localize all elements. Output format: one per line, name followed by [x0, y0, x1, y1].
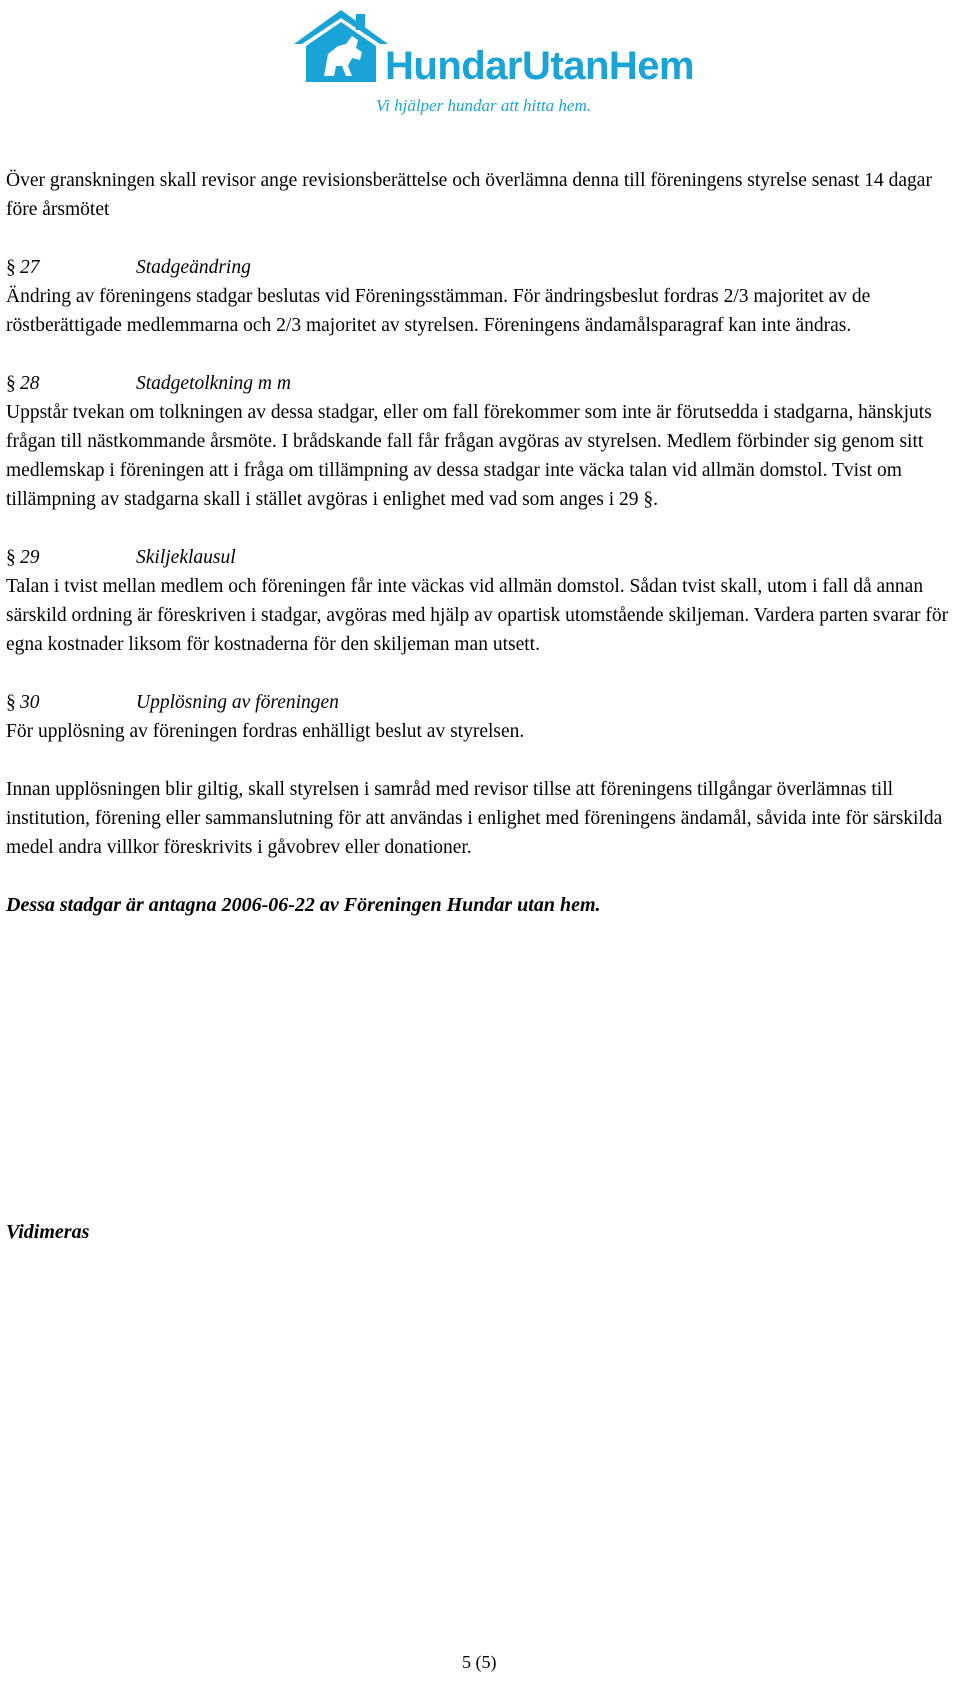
vidimeras-label: Vidimeras	[6, 1221, 90, 1243]
section-body-30-continued: Innan upplösningen blir giltig, skall styrelsen i samråd med revisor tillse att föreningens tillgångar överlämnas till institution, förening eller sammanslutning för att användas i enlighet med föreningens ändamål, såvida inte för särskilda medel andra villkor föreskrivits i gåvobrev eller donationer.	[6, 779, 943, 858]
section-heading-28	[6, 369, 956, 398]
page-number: 5 (5)	[462, 1652, 497, 1672]
document-body	[6, 166, 956, 920]
house-dog-icon	[286, 6, 396, 86]
logo	[310, 6, 695, 118]
section-mark: §	[6, 547, 16, 568]
section-body-30: För upplösning av föreningen fordras enhälligt beslut av styrelsen.	[6, 721, 525, 742]
section-heading-29	[6, 543, 956, 572]
section-number: 28	[20, 373, 40, 394]
logo-tagline: Vi hjälper hundar att hitta hem.	[376, 96, 592, 115]
section-body-27: Ändring av föreningens stadgar beslutas vid Föreningsstämman. För ändringsbeslut fordras 2/3 majoritet av de röstberättigade medlemmarna och 2/3 majoritet av styrelsen. Föreningens ändamålsparagraf kan inte ändras.	[6, 286, 871, 336]
section-title: Upplösning av föreningen	[136, 692, 339, 713]
section-mark: §	[6, 257, 16, 278]
section-body-29: Talan i tvist mellan medlem och föreningen får inte väckas vid allmän domstol. Sådan tvist skall, utom i fall då annan särskild ordning är föreskriven i stadgar, avgöras med hjälp av opartisk utomstående skiljeman. Vardera parten svarar för egna kostnader liksom för kostnaderna för den skiljeman man utsett.	[6, 576, 949, 655]
section-heading-30	[6, 688, 956, 717]
section-title: Stadgetolkning m m	[136, 373, 291, 394]
section-heading-27	[6, 253, 956, 282]
section-number: 30	[20, 692, 40, 713]
logo-wordmark: HundarUtanHem	[385, 44, 695, 88]
intro-paragraph: Över granskningen skall revisor ange revisionsberättelse och överlämna denna till föreningens styrelse senast 14 dagar före årsmötet	[6, 170, 932, 220]
section-mark: §	[6, 373, 16, 394]
section-title: Stadgeändring	[136, 257, 251, 278]
section-mark: §	[6, 692, 16, 713]
section-number: 29	[20, 547, 40, 568]
section-title: Skiljeklausul	[136, 547, 236, 568]
section-number: 27	[20, 257, 40, 278]
section-body-28: Uppstår tvekan om tolkningen av dessa stadgar, eller om fall förekommer som inte är förutsedda i stadgarna, hänskjuts frågan till nästkommande årsmöte. I brådskande fall får frågan avgöras av styrelsen. Medlem förbinder sig genom sitt medlemskap i föreningen att i fråga om tillämpning av dessa stadgar inte väcka talan vid allmän domstol. Tvist om tillämpning av stadgarna skall i stället avgöras i enlighet med vad som anges i 29 §.	[6, 402, 932, 510]
adoption-statement: Dessa stadgar är antagna 2006-06-22 av Föreningen Hundar utan hem.	[6, 894, 601, 916]
